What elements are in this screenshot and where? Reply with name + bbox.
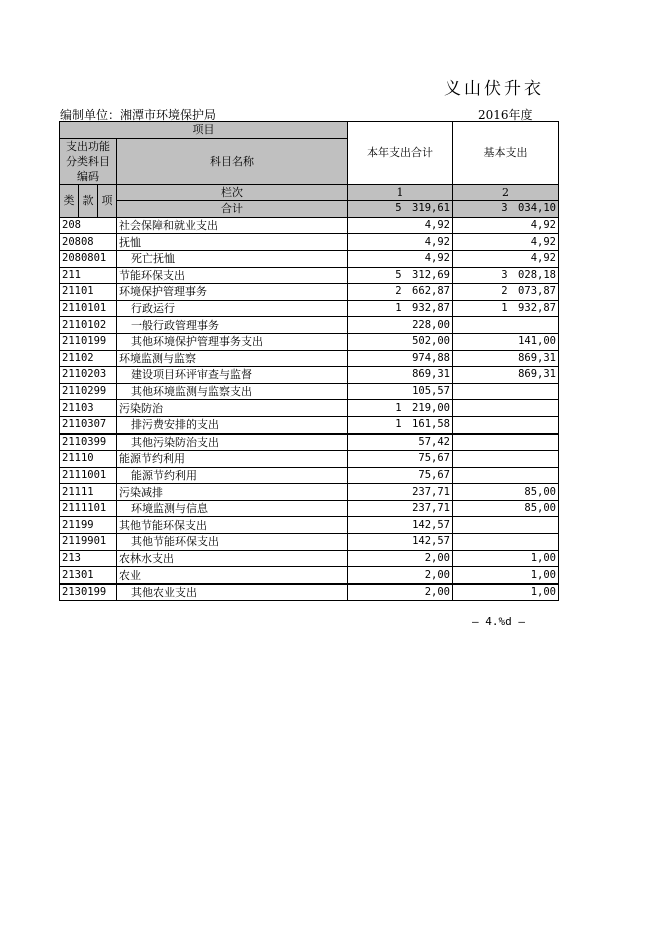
row-name: 其他节能环保支出 bbox=[117, 534, 348, 551]
table-row bbox=[60, 267, 559, 284]
row-total: 1 932,87 bbox=[348, 300, 453, 317]
row-name: 抚恤 bbox=[117, 234, 348, 251]
row-code: 2110203 bbox=[60, 367, 117, 384]
row-basic: 1,00 bbox=[453, 567, 559, 584]
unit-label: 编制单位：湘潭市环境保护局 bbox=[60, 108, 217, 122]
row-basic: 1,00 bbox=[453, 584, 559, 601]
row-basic bbox=[453, 400, 559, 417]
row-code: 2110101 bbox=[60, 300, 117, 317]
header-name-col: 科目名称 bbox=[117, 138, 348, 184]
row-code: 2110199 bbox=[60, 333, 117, 350]
row-code: 21101 bbox=[60, 284, 117, 301]
table-row bbox=[60, 234, 559, 251]
row-name: 能源节约利用 bbox=[117, 451, 348, 468]
table-row bbox=[60, 534, 559, 551]
row-total: 75,67 bbox=[348, 451, 453, 468]
row-basic bbox=[453, 534, 559, 551]
row-total: 2,00 bbox=[348, 584, 453, 601]
row-basic bbox=[453, 451, 559, 468]
row-name: 污染减排 bbox=[117, 484, 348, 501]
row-total: 974,88 bbox=[348, 350, 453, 367]
table-row bbox=[60, 467, 559, 484]
table-row bbox=[60, 333, 559, 350]
year-label: 2016年度 bbox=[478, 108, 533, 122]
header-lanci: 栏次 bbox=[117, 184, 348, 201]
row-code: 21103 bbox=[60, 400, 117, 417]
row-total: 228,00 bbox=[348, 317, 453, 334]
table-row bbox=[60, 217, 559, 234]
heji-total: 5 319,61 bbox=[348, 201, 453, 218]
table-row bbox=[60, 300, 559, 317]
row-total: 142,57 bbox=[348, 517, 453, 534]
row-basic: 3 028,18 bbox=[453, 267, 559, 284]
row-total: 75,67 bbox=[348, 467, 453, 484]
heji-basic: 3 034,10 bbox=[453, 201, 559, 218]
row-basic: 869,31 bbox=[453, 367, 559, 384]
row-name: 农业 bbox=[117, 567, 348, 584]
row-code: 2110307 bbox=[60, 416, 117, 433]
row-name: 能源节约利用 bbox=[117, 467, 348, 484]
row-name: 其他环境监测与监察支出 bbox=[117, 383, 348, 400]
row-code: 208 bbox=[60, 217, 117, 234]
row-code: 2080801 bbox=[60, 250, 117, 267]
table-row bbox=[60, 350, 559, 367]
row-name: 其他农业支出 bbox=[117, 584, 348, 601]
row-basic bbox=[453, 416, 559, 433]
row-code: 2110299 bbox=[60, 383, 117, 400]
row-total: 105,57 bbox=[348, 383, 453, 400]
row-code: 20808 bbox=[60, 234, 117, 251]
row-total: 2 662,87 bbox=[348, 284, 453, 301]
row-total: 4,92 bbox=[348, 217, 453, 234]
header-col2: 2 bbox=[453, 184, 559, 201]
table-row bbox=[60, 383, 559, 400]
row-code: 213 bbox=[60, 550, 117, 567]
table-row bbox=[60, 451, 559, 468]
table-row bbox=[60, 416, 559, 433]
header-basic-col: 基本支出 bbox=[453, 122, 559, 185]
row-basic: 1 932,87 bbox=[453, 300, 559, 317]
row-basic: 2 073,87 bbox=[453, 284, 559, 301]
page-footer: — 4.%d — bbox=[472, 615, 525, 628]
table-row bbox=[60, 367, 559, 384]
row-total: 1 219,00 bbox=[348, 400, 453, 417]
row-name: 农林水支出 bbox=[117, 550, 348, 567]
table-row bbox=[60, 284, 559, 301]
row-name: 环境保护管理事务 bbox=[117, 284, 348, 301]
row-basic: 141,00 bbox=[453, 333, 559, 350]
row-name: 排污费安排的支出 bbox=[117, 416, 348, 433]
table-row bbox=[60, 250, 559, 267]
header-heji: 合计 bbox=[117, 201, 348, 218]
table-row bbox=[60, 584, 559, 601]
row-total: 2,00 bbox=[348, 567, 453, 584]
row-name: 其他环境保护管理事务支出 bbox=[117, 333, 348, 350]
header-xiang: 项 bbox=[98, 184, 117, 217]
row-basic bbox=[453, 434, 559, 451]
row-basic: 4,92 bbox=[453, 250, 559, 267]
table-body bbox=[60, 217, 559, 601]
table-row bbox=[60, 317, 559, 334]
row-code: 211 bbox=[60, 267, 117, 284]
row-code: 2130199 bbox=[60, 584, 117, 601]
row-name: 节能环保支出 bbox=[117, 267, 348, 284]
row-total: 502,00 bbox=[348, 333, 453, 350]
row-name: 社会保障和就业支出 bbox=[117, 217, 348, 234]
row-name: 其他污染防治支出 bbox=[117, 434, 348, 451]
row-code: 21102 bbox=[60, 350, 117, 367]
row-basic: 4,92 bbox=[453, 217, 559, 234]
row-code: 21110 bbox=[60, 451, 117, 468]
row-code: 2110102 bbox=[60, 317, 117, 334]
row-name: 建设项目环评审查与监督 bbox=[117, 367, 348, 384]
row-basic: 1,00 bbox=[453, 550, 559, 567]
row-basic bbox=[453, 467, 559, 484]
row-name: 污染防治 bbox=[117, 400, 348, 417]
row-name: 行政运行 bbox=[117, 300, 348, 317]
table-row bbox=[60, 500, 559, 517]
row-total: 237,71 bbox=[348, 500, 453, 517]
header-code-col: 支出功能分类科目编码 bbox=[60, 138, 117, 184]
row-code: 21111 bbox=[60, 484, 117, 501]
row-basic: 85,00 bbox=[453, 500, 559, 517]
row-name: 其他节能环保支出 bbox=[117, 517, 348, 534]
header-col1: 1 bbox=[348, 184, 453, 201]
row-total: 2,00 bbox=[348, 550, 453, 567]
table-row bbox=[60, 400, 559, 417]
row-name: 死亡抚恤 bbox=[117, 250, 348, 267]
row-total: 869,31 bbox=[348, 367, 453, 384]
row-total: 1 161,58 bbox=[348, 416, 453, 433]
row-basic bbox=[453, 517, 559, 534]
row-name: 环境监测与信息 bbox=[117, 500, 348, 517]
expenditure-table bbox=[59, 121, 559, 601]
row-name: 一般行政管理事务 bbox=[117, 317, 348, 334]
row-basic: 4,92 bbox=[453, 234, 559, 251]
table-row bbox=[60, 550, 559, 567]
row-basic bbox=[453, 317, 559, 334]
row-basic: 85,00 bbox=[453, 484, 559, 501]
table-row bbox=[60, 484, 559, 501]
row-basic bbox=[453, 383, 559, 400]
row-code: 2111101 bbox=[60, 500, 117, 517]
row-total: 5 312,69 bbox=[348, 267, 453, 284]
row-code: 2111001 bbox=[60, 467, 117, 484]
row-code: 2110399 bbox=[60, 434, 117, 451]
row-total: 57,42 bbox=[348, 434, 453, 451]
header-kuan: 款 bbox=[79, 184, 98, 217]
row-total: 237,71 bbox=[348, 484, 453, 501]
row-name: 环境监测与监察 bbox=[117, 350, 348, 367]
row-code: 2119901 bbox=[60, 534, 117, 551]
row-total: 4,92 bbox=[348, 250, 453, 267]
page-title-fragment: 义山伏升衣 bbox=[444, 79, 544, 99]
header-project: 项目 bbox=[60, 122, 348, 139]
table-row bbox=[60, 567, 559, 584]
row-total: 4,92 bbox=[348, 234, 453, 251]
header-total-col: 本年支出合计 bbox=[348, 122, 453, 185]
header-lei: 类 bbox=[60, 184, 79, 217]
table-row bbox=[60, 434, 559, 451]
row-total: 142,57 bbox=[348, 534, 453, 551]
table-row bbox=[60, 517, 559, 534]
row-code: 21301 bbox=[60, 567, 117, 584]
row-code: 21199 bbox=[60, 517, 117, 534]
row-basic: 869,31 bbox=[453, 350, 559, 367]
